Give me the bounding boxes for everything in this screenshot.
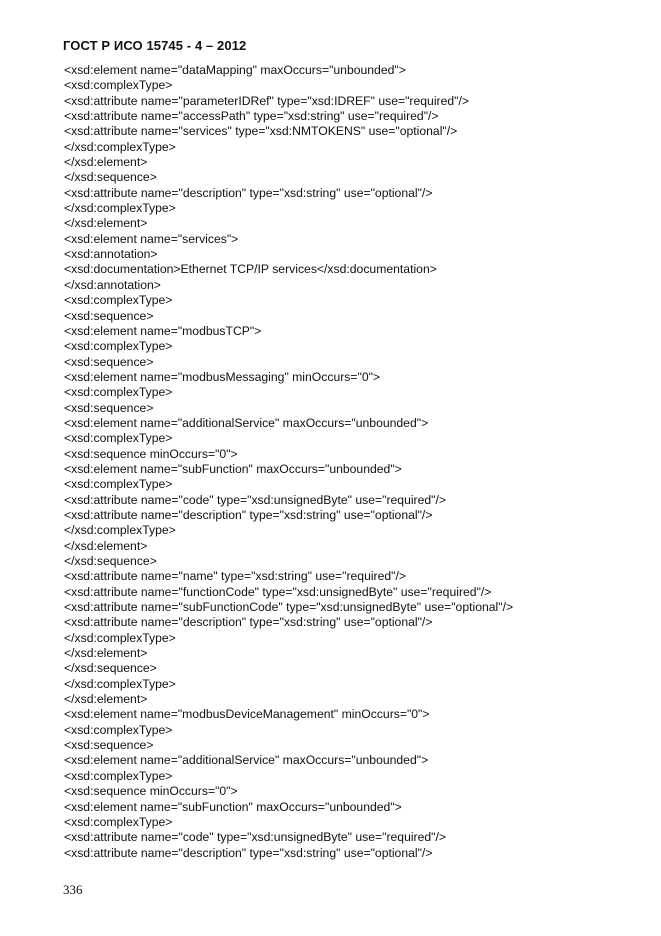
code-line: <xsd:complexType> <box>64 722 173 737</box>
code-line: <xsd:attribute name="description" type="xsd:string" use="optional"/> <box>64 185 433 200</box>
code-line: <xsd:element name="modbusDeviceManagement" minOccurs="0"> <box>64 707 430 722</box>
code-line: <xsd:complexType> <box>64 768 173 783</box>
code-line: <xsd:attribute name="parameterIDRef" type="xsd:IDREF" use="required"/> <box>64 93 469 108</box>
code-line: <xsd:sequence> <box>64 354 154 369</box>
page-header-standard: ГОСТ Р ИСО 15745 - 4 – 2012 <box>63 38 247 53</box>
code-line: <xsd:complexType> <box>64 385 173 400</box>
code-line: <xsd:sequence> <box>64 308 154 323</box>
code-line: <xsd:element name="subFunction" maxOccurs="unbounded"> <box>64 461 402 476</box>
code-line: </xsd:complexType> <box>64 139 176 154</box>
code-line: <xsd:attribute name="code" type="xsd:unsignedByte" use="required"/> <box>64 492 447 507</box>
code-line: </xsd:element> <box>64 538 148 553</box>
code-line: <xsd:element name="additionalService" maxOccurs="unbounded"> <box>64 753 429 768</box>
code-line: <xsd:attribute name="name" type="xsd:string" use="required"/> <box>64 569 407 584</box>
code-line: <xsd:attribute name="description" type="xsd:string" use="optional"/> <box>64 615 433 630</box>
code-line: <xsd:sequence minOccurs="0"> <box>64 446 238 461</box>
code-line: </xsd:sequence> <box>64 554 157 568</box>
code-line: <xsd:attribute name="description" type="xsd:string" use="optional"/> <box>64 507 433 522</box>
code-line: <xsd:element name="subFunction" maxOccurs="unbounded"> <box>64 799 402 814</box>
code-line: </xsd:sequence> <box>64 170 157 185</box>
code-line: </xsd:complexType> <box>64 630 176 645</box>
code-line: <xsd:attribute name="description" type="xsd:string" use="optional"/> <box>64 845 433 860</box>
code-line: <xsd:sequence> <box>64 738 154 753</box>
code-line: <xsd:complexType> <box>64 339 173 354</box>
code-line: </xsd:element> <box>64 216 148 231</box>
code-line: <xsd:annotation> <box>64 247 158 262</box>
code-line: </xsd:sequence> <box>64 661 157 676</box>
code-line: </xsd:complexType> <box>64 676 176 691</box>
code-line: <xsd:complexType> <box>64 814 173 829</box>
code-line: <xsd:complexType> <box>64 431 173 446</box>
code-line: <xsd:attribute name="code" type="xsd:unsignedByte" use="required"/> <box>64 830 447 845</box>
code-line: <xsd:attribute name="subFunctionCode" type="xsd:unsignedByte" use="optional"/> <box>64 600 514 615</box>
code-line: </xsd:complexType> <box>64 201 176 216</box>
code-line: </xsd:complexType> <box>64 523 176 538</box>
page-number: 336 <box>63 882 83 897</box>
code-line: <xsd:complexType> <box>64 293 173 308</box>
code-line: <xsd:element name="services"> <box>64 231 239 246</box>
code-line: <xsd:documentation>Ethernet TCP/IP services</xsd:documentation> <box>64 262 437 277</box>
code-line: <xsd:sequence minOccurs="0"> <box>64 784 238 799</box>
code-line: <xsd:attribute name="accessPath" type="xsd:string" use="required"/> <box>64 109 439 124</box>
code-line: <xsd:element name="modbusTCP"> <box>64 323 262 338</box>
code-line: <xsd:attribute name="services" type="xsd:NMTOKENS" use="optional"/> <box>64 124 458 139</box>
code-line: </xsd:annotation> <box>64 277 161 292</box>
code-line: <xsd:sequence> <box>64 400 154 415</box>
code-line: <xsd:element name="additionalService" maxOccurs="unbounded"> <box>64 415 429 430</box>
xsd-code-block <box>64 63 513 861</box>
code-line: </xsd:element> <box>64 646 148 661</box>
code-line: <xsd:complexType> <box>64 477 173 492</box>
code-line: <xsd:element name="modbusMessaging" minOccurs="0"> <box>64 369 381 384</box>
code-line: <xsd:complexType> <box>64 78 173 93</box>
code-line: <xsd:element name="dataMapping" maxOccurs="unbounded"> <box>64 63 406 77</box>
code-line: </xsd:element> <box>64 155 148 170</box>
code-line: </xsd:element> <box>64 692 148 707</box>
code-line: <xsd:attribute name="functionCode" type="xsd:unsignedByte" use="required"/> <box>64 584 492 599</box>
